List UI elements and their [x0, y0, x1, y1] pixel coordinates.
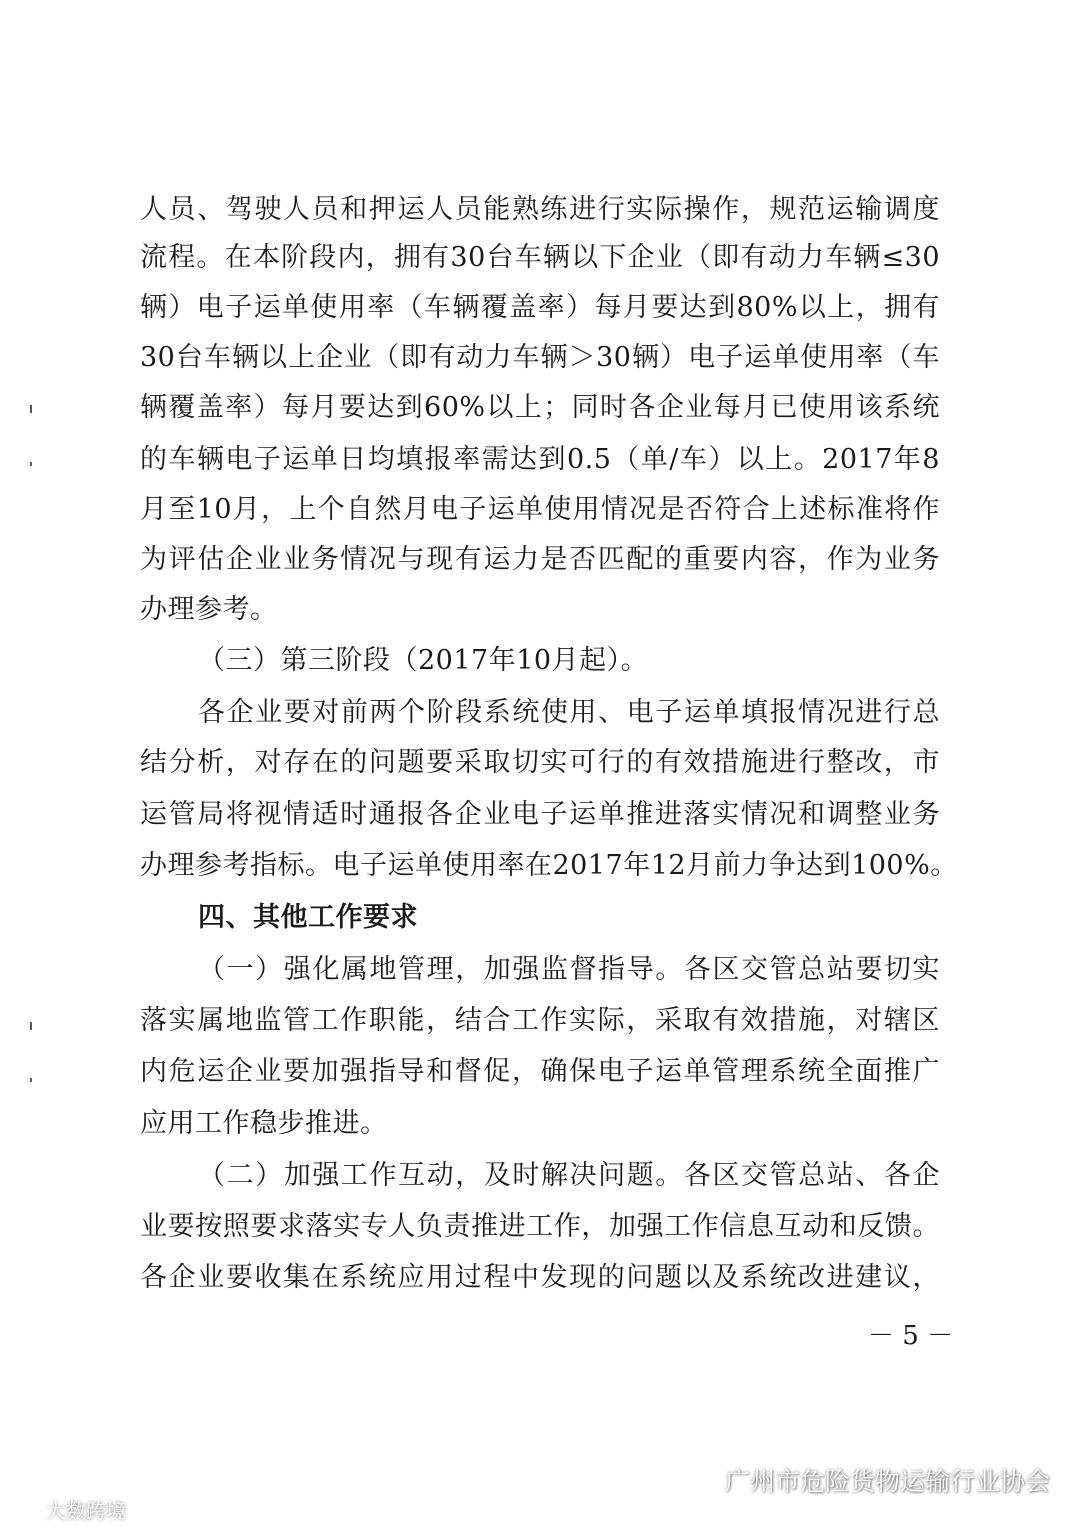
- body-line: 办理参考。: [140, 594, 278, 625]
- page-number: － 5 －: [868, 1321, 954, 1351]
- body-line: 30台车辆以上企业（即有动力车辆＞30辆）电子运单使用率（车: [140, 342, 940, 373]
- body-line: 人员、驾驶人员和押运人员能熟练进行实际操作，规范运输调度: [140, 194, 940, 225]
- wechat-icon: [687, 1467, 717, 1493]
- body-line: 办理参考指标。电子运单使用率在2017年12月前力争达到100%。: [140, 850, 958, 881]
- body-line: 的车辆电子运单日均填报率需达到0.5（单/车）以上。2017年8: [140, 444, 940, 475]
- body-line: 流程。在本阶段内，拥有30台车辆以下企业（即有动力车辆≤30: [140, 242, 940, 273]
- wechat-account-name: 广州市危险货物运输行业协会: [724, 1467, 1050, 1496]
- watermark: [6, 1494, 126, 1524]
- body-line: 辆覆盖率）每月要达到60%以上；同时各企业每月已使用该系统: [140, 392, 940, 423]
- body-line: 内危运企业要加强指导和督促，确保电子运单管理系统全面推广: [140, 1056, 940, 1087]
- body-line: （一）强化属地管理，加强监督指导。各区交管总站要切实: [198, 954, 940, 985]
- body-line: 辆）电子运单使用率（车辆覆盖率）每月要达到80%以上，拥有: [140, 292, 940, 323]
- watermark-text: 大数跨境: [46, 1498, 126, 1523]
- scan-margin-mark: [30, 405, 32, 413]
- body-line: 应用工作稳步推进。: [140, 1108, 388, 1139]
- section-heading-other-requirements: 四、其他工作要求: [198, 902, 418, 933]
- body-line: 落实属地监管工作职能，结合工作实际，采取有效措施，对辖区: [140, 1005, 940, 1036]
- body-line: 各企业要对前两个阶段系统使用、电子运单填报情况进行总: [198, 697, 940, 728]
- body-line: 结分析，对存在的问题要采取切实可行的有效措施进行整改，市: [140, 747, 940, 778]
- body-line: （二）加强工作互动，及时解决问题。各区交管总站、各企: [198, 1160, 940, 1191]
- scan-margin-mark: [30, 1022, 32, 1030]
- body-line: 月至10月，上个自然月电子运单使用情况是否符合上述标准将作: [140, 494, 940, 525]
- body-line: 为评估企业业务情况与现有运力是否匹配的重要内容，作为业务: [140, 544, 940, 575]
- scan-margin-mark: [30, 462, 32, 466]
- scan-margin-mark: [30, 1078, 32, 1082]
- body-line: 各企业要收集在系统应用过程中发现的问题以及系统改进建议，: [140, 1262, 940, 1293]
- watermark-logo-icon: [6, 1499, 42, 1519]
- section-heading-phase-three: （三）第三阶段（2017年10月起）。: [198, 645, 649, 676]
- wechat-account-label: [687, 1460, 1050, 1500]
- body-line: 运管局将视情适时通报各企业电子运单推进落实情况和调整业务: [140, 799, 940, 830]
- body-line: 业要按照要求落实专人负责推进工作，加强工作信息互动和反馈。: [140, 1211, 940, 1242]
